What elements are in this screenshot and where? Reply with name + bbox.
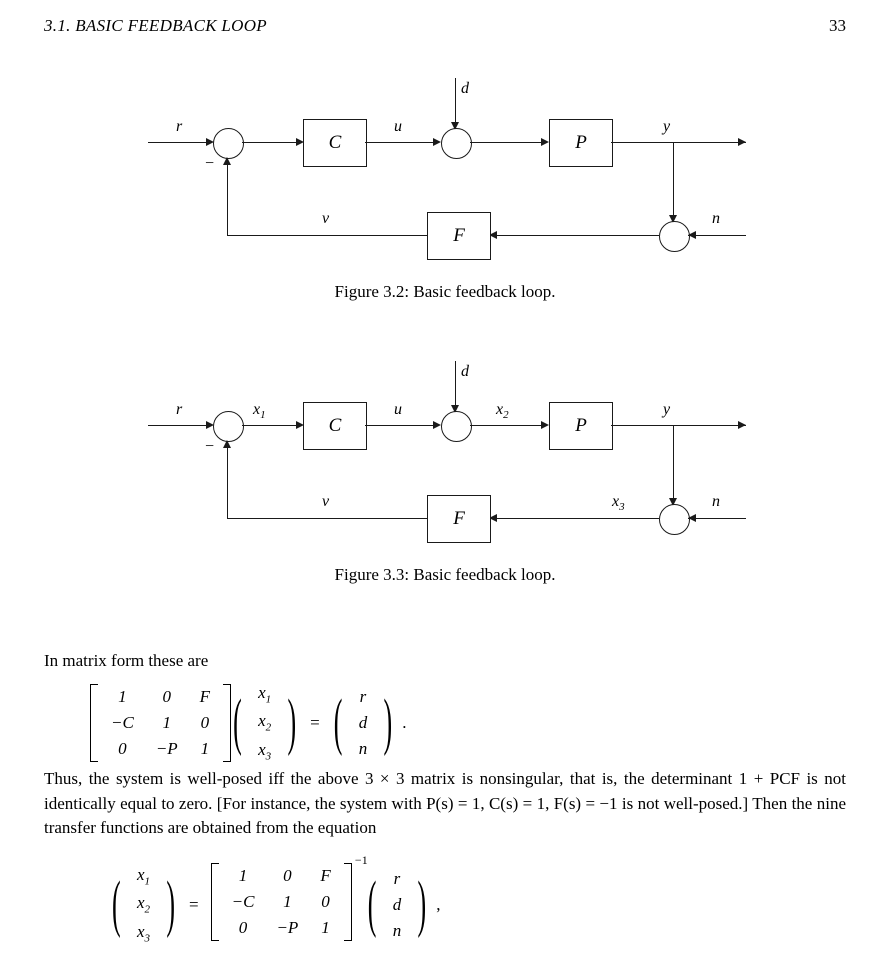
page-header	[44, 16, 846, 40]
signal-line-y-drop	[673, 425, 674, 504]
signal-label-y: y	[663, 401, 671, 418]
vector-cell: $x_1$	[258, 683, 272, 706]
matrix-cell: −P	[155, 738, 178, 758]
figure-3-2	[0, 60, 890, 310]
matrix-cell: 1	[118, 686, 127, 706]
signal-label-r: r	[176, 118, 183, 135]
arrowhead-v-up	[223, 440, 231, 448]
signal-label-d: d	[461, 363, 469, 380]
equals-sign: =	[189, 894, 199, 914]
block-F: F	[427, 212, 491, 260]
paren-right: )	[166, 867, 176, 939]
matrix-cell: 1	[321, 918, 330, 938]
arrowhead-u	[433, 421, 441, 429]
signal-label-v: v	[322, 210, 330, 227]
matrix-cell: 0	[118, 738, 127, 758]
paren-left: (	[333, 685, 343, 757]
summing-junction-3	[659, 504, 690, 535]
matrix-cell: 0	[238, 918, 248, 938]
signal-label-x1: $x_1$	[253, 401, 266, 422]
signal-label-d: d	[461, 80, 469, 97]
paren-left: (	[367, 867, 377, 939]
signal-label-x2: $x_2$	[496, 401, 509, 422]
page-number: 33	[829, 16, 846, 35]
matrix-cell: −P	[276, 918, 299, 938]
equation-1-state-vector	[231, 680, 298, 765]
paren-left: (	[112, 867, 121, 939]
signal-line-d	[455, 361, 456, 411]
paren-right: )	[287, 685, 297, 757]
block-C: C	[303, 119, 367, 167]
signal-label-r: r	[176, 401, 183, 418]
signal-line-v	[227, 518, 427, 519]
signal-line-r	[148, 142, 210, 143]
signal-line-plant-in	[470, 142, 545, 143]
vector-cell: $x_2$	[258, 711, 272, 734]
signal-label-x3: $x_3$	[612, 493, 625, 514]
block-P: P	[549, 119, 613, 167]
vector-cell: d	[392, 894, 402, 914]
paren-left: (	[233, 685, 242, 757]
summing-junction-3	[659, 221, 690, 252]
intro-text: In matrix form these are	[44, 651, 209, 670]
matrix-cell: 1	[162, 712, 171, 732]
equation-1-punctuation: .	[402, 712, 407, 732]
signal-line-fb-in	[489, 235, 659, 236]
signal-line-y	[611, 142, 746, 143]
matrix-cell: −C	[111, 712, 134, 732]
matrix-cell: −C	[231, 892, 255, 912]
summing-junction-1-sign: −	[205, 155, 215, 172]
signal-line-u	[365, 142, 437, 143]
signal-label-v: v	[322, 493, 330, 510]
signal-label-y: y	[663, 118, 671, 135]
signal-line-d	[455, 78, 456, 128]
equation-2-matrix	[211, 863, 352, 941]
signal-line-x2	[470, 425, 545, 426]
equation-1-input-vector	[332, 684, 395, 762]
summing-junction-1	[213, 128, 244, 159]
running-head-title: 3.1. BASIC FEEDBACK LOOP	[44, 16, 267, 35]
signal-label-n: n	[712, 493, 720, 510]
signal-line-n	[688, 235, 746, 236]
signal-line-y-drop	[673, 142, 674, 221]
equation-1	[90, 680, 406, 765]
equation-2	[110, 853, 441, 947]
signal-line-v-up	[227, 164, 228, 236]
equation-2-input-vector	[366, 866, 429, 944]
signal-label-n: n	[712, 210, 720, 227]
vector-cell: $x_1$	[137, 865, 151, 888]
matrix-cell: 0	[162, 686, 171, 706]
summing-junction-2	[441, 128, 472, 159]
equation-1-matrix	[90, 684, 231, 762]
figure-3-3-caption: Figure 3.3: Basic feedback loop.	[334, 565, 556, 584]
matrix-cell: F	[320, 866, 331, 886]
equation-2-matrix-wrap	[211, 853, 368, 946]
signal-line-u	[365, 425, 437, 426]
equation-2-punctuation: ,	[436, 894, 441, 914]
paren-right: )	[383, 685, 393, 757]
summing-junction-1	[213, 411, 244, 442]
vector-cell: n	[392, 920, 402, 940]
signal-line-v	[227, 235, 427, 236]
arrowhead-n	[688, 514, 696, 522]
summing-junction-2	[441, 411, 472, 442]
signal-line-x1	[242, 425, 300, 426]
block-diagram-3-3	[0, 343, 890, 558]
arrowhead-x2	[541, 421, 549, 429]
signal-line-y	[611, 425, 746, 426]
arrowhead-y	[738, 138, 746, 146]
matrix-cell: 1	[238, 866, 248, 886]
matrix-cell: 0	[321, 892, 330, 912]
body-paragraph: Thus, the system is well-posed iff the above 3 × 3 matrix is nonsingular, that is, the determinant 1 + PCF is not identically equal to zero. [For instance, the system with P(s) = 1, C(s) = 1, F(s) = −1 is not well-posed.] Then the nine transfer functions are obtained from the equation	[44, 769, 846, 838]
arrowhead-plant-in	[541, 138, 549, 146]
block-diagram-3-2	[0, 60, 890, 275]
matrix-cell: 1	[283, 892, 292, 912]
vector-cell: n	[358, 738, 368, 758]
arrowhead-y	[738, 421, 746, 429]
vector-cell: $x_3$	[137, 921, 151, 945]
figure-3-3	[0, 343, 890, 593]
vector-cell: $x_3$	[258, 739, 272, 763]
block-F: F	[427, 495, 491, 543]
arrowhead-v-up	[223, 157, 231, 165]
matrix-cell: 1	[200, 738, 210, 758]
block-C: C	[303, 402, 367, 450]
signal-line-v-up	[227, 447, 228, 519]
arrowhead-u	[433, 138, 441, 146]
signal-line-r	[148, 425, 210, 426]
paren-right: )	[417, 867, 427, 939]
summing-junction-1-sign: −	[205, 438, 215, 455]
matrix-cell: F	[199, 686, 211, 706]
equals-sign: =	[310, 712, 320, 732]
arrowhead-n	[688, 231, 696, 239]
signal-label-u: u	[394, 118, 402, 135]
signal-line-x3	[489, 518, 659, 519]
signal-line-e	[242, 142, 300, 143]
vector-cell: r	[393, 868, 401, 888]
matrix-cell: 0	[283, 866, 292, 886]
equation-2-state-vector	[110, 862, 177, 947]
matrix-cell: 0	[200, 712, 210, 732]
vector-cell: d	[358, 712, 368, 732]
signal-line-n	[688, 518, 746, 519]
signal-label-u: u	[394, 401, 402, 418]
vector-cell: $x_2$	[137, 893, 151, 916]
figure-3-2-caption: Figure 3.2: Basic feedback loop.	[334, 282, 556, 301]
matrix-inverse-exponent: −1	[354, 853, 368, 868]
block-P: P	[549, 402, 613, 450]
vector-cell: r	[359, 686, 367, 706]
